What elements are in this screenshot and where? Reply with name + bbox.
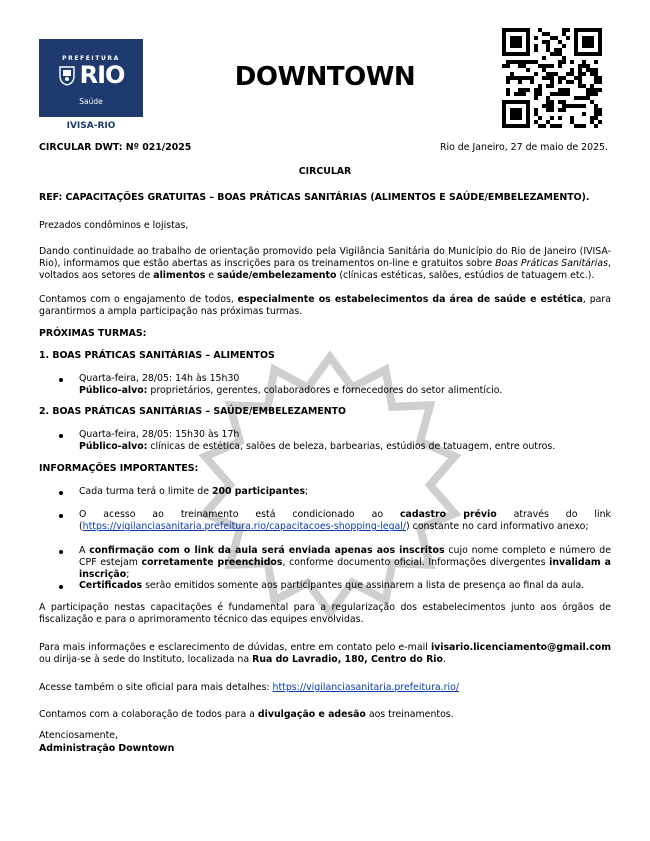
turma2-item: Quarta-feira, 28/05: 15h30 às 17h Público-alvo: clínicas de estética, salões de beleza, barbearias, estúdios de tatuagem, entre outros. (59, 429, 611, 453)
document-date: Rio de Janeiro, 27 de maio de 2025. (439, 142, 608, 153)
contact-paragraph: Para mais informações e esclarecimento de dúvidas, entre em contato pelo e-mail ivisario.licenciamento@gmail.com ou dirija-se à sede do Instituto, localizada na Rua do Lavradio, 180, Centro do Rio. (39, 642, 611, 666)
intro-paragraph: Dando continuidade ao trabalho de orientação promovido pela Vigilância Sanitária do Município do Rio de Janeiro (IVISA-Rio), informamos que estão abertas as inscrições para os treinamentos on-line e gratuitos sobre Boas Práticas Sanitárias, voltados aos setores de alimentos e saúde/embelezamento (clínicas estéticas, salões, estúdios de tatuagem etc.). (39, 246, 611, 282)
greeting: Prezados condôminos e lojistas, (39, 220, 189, 231)
info-heading: INFORMAÇÕES IMPORTANTES: (39, 463, 199, 474)
collab-paragraph: Contamos com a colaboração de todos para a divulgação e adesão aos treinamentos. (39, 709, 454, 720)
proximas-heading: PRÓXIMAS TURMAS: (39, 328, 147, 339)
turma2-heading: 2. BOAS PRÁTICAS SANITÁRIAS – SAÚDE/EMBELEZAMENTO (39, 406, 346, 417)
closing-paragraph: A participação nestas capacitações é fundamental para a regularização dos estabelecimentos junto aos órgãos de fiscalização e para o aprimoramento técnico das equipes envolvidas. (39, 602, 611, 626)
logo-rio-text: RIO (79, 61, 125, 89)
signoff: Atenciosamente, (39, 730, 119, 741)
engagement-paragraph: Contamos com o engajamento de todos, especialmente os estabelecimentos da área de saúde e estética, para garantirmos a ampla participação nas próximas turmas. (39, 294, 611, 318)
logo-prefeitura-text: PREFEITURA (62, 55, 120, 62)
info-item: A confirmação com o link da aula será enviada apenas aos inscritos cujo nome completo e número de CPF estejam corretamente preenchidos, conforme documento oficial. Informações divergentes invalidam a inscrição; (59, 545, 611, 582)
contact-email[interactable]: ivisario.licenciamento@gmail.com (430, 642, 611, 653)
document-title: CIRCULAR (298, 166, 352, 177)
signature: Administração Downtown (39, 743, 175, 754)
ivisa-label: IVISA-RIO (66, 121, 116, 131)
info-item: Certificados serão emitidos somente aos participantes que assinarem a lista de presença ao final da aula. (59, 580, 611, 592)
site-paragraph: Acesse também o site oficial para mais detalhes: https://vigilanciasanitaria.prefeitura.rio/ (39, 682, 460, 693)
registration-link[interactable]: https://vigilanciasanitaria.prefeitura.rio/capacitacoes-shopping-legal/ (82, 521, 407, 533)
official-site-link[interactable]: https://vigilanciasanitaria.prefeitura.rio/ (272, 682, 460, 693)
info-item: Cada turma terá o limite de 200 participantes; (59, 486, 611, 498)
info-item: O acesso ao treinamento está condicionado ao cadastro prévio através do link (https://vigilanciasanitaria.prefeitura.rio/capacitacoes-shopping-legal/) constante no card informativo anexo; (59, 509, 611, 533)
city-seal-icon (58, 64, 76, 86)
turma1-item: Quarta-feira, 28/05: 14h às 15h30 Público-alvo: proprietários, gerentes, colaboradores e fornecedores do setor alimentício. (59, 373, 611, 397)
logo-saude-text: Saúde (79, 97, 103, 106)
prefeitura-logo (39, 39, 143, 117)
downtown-brand: DOWNTOWN (234, 62, 416, 92)
circular-number: CIRCULAR DWT: Nº 021/2025 (39, 142, 192, 153)
turma1-heading: 1. BOAS PRÁTICAS SANITÁRIAS – ALIMENTOS (39, 350, 275, 361)
reference-line: REF: CAPACITAÇÕES GRATUITAS – BOAS PRÁTICAS SANITÁRIAS (ALIMENTOS E SAÚDE/EMBELEZAMENTO). (39, 192, 590, 203)
qr-code-icon[interactable] (502, 28, 602, 128)
